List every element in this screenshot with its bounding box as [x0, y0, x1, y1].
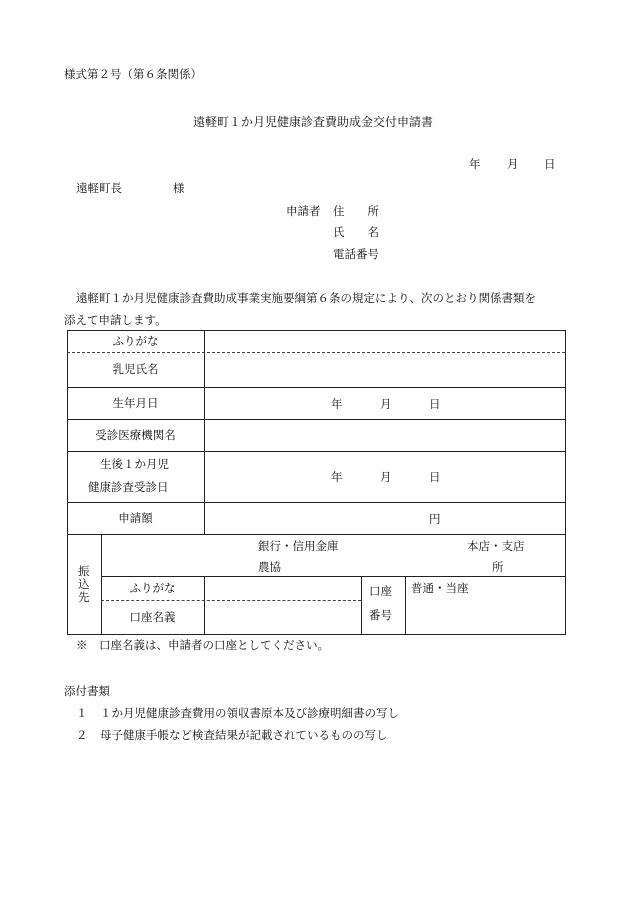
account-note: ※ 口座名義は、申請者の口座としてください。 — [76, 638, 329, 652]
amount-yen: 円 — [429, 512, 441, 526]
attachment-item: 母子健康手帳など検査結果が記載されているものの写し — [100, 728, 388, 742]
date-day-label: 日 — [544, 157, 556, 171]
birth-date-label: 生年月日 — [112, 395, 159, 410]
birth-date-month: 月 — [380, 397, 392, 411]
branch-office-label: 所 — [492, 560, 504, 574]
checkup-date-day: 日 — [429, 470, 441, 484]
account-holder-label: 口座名義 — [129, 609, 176, 624]
applicant-address-label: 住 所 — [333, 204, 379, 218]
account-number-label-2: 番号 — [369, 608, 392, 622]
transfer-label-3: 先 — [78, 590, 90, 604]
checkup-date-label-1: 生後１か月児 — [100, 457, 169, 471]
attachment-number: ２ — [76, 728, 88, 742]
infant-name-label: 乳児氏名 — [112, 362, 159, 377]
applicant-phone-label: 電話番号 — [333, 247, 379, 261]
form-number: 様式第２号（第６条関係） — [64, 67, 202, 81]
account-furigana-label: ふりがな — [129, 580, 176, 595]
intro-text-line-1: 遠軽町１か月児健康診査費助成事業実施要綱第６条の規定により、次のとおり関係書類を — [76, 291, 536, 305]
furigana-label: ふりがな — [112, 333, 159, 348]
attachment-number: １ — [76, 706, 88, 720]
amount-label: 申請額 — [118, 510, 153, 525]
checkup-date-label-2: 健康診査受診日 — [88, 480, 169, 494]
applicant-label: 申請者 — [286, 204, 321, 218]
applicant-name-label: 氏 名 — [333, 225, 379, 239]
addressee-name: 遠軽町長 — [76, 181, 122, 195]
branch-types-label: 本店・支店 — [467, 539, 525, 553]
birth-date-year: 年 — [331, 397, 343, 411]
account-type-label: 普通・当座 — [411, 581, 469, 595]
transfer-label-1: 振 — [78, 564, 90, 578]
birth-date-day: 日 — [429, 397, 441, 411]
intro-text-line-2: 添えて申請します。 — [64, 313, 167, 327]
transfer-label-2: 込 — [78, 577, 90, 591]
attachments-title: 添付書類 — [64, 684, 110, 698]
attachment-item: １か月児健康診査費用の領収書原本及び診療明細書の写し — [100, 706, 399, 720]
date-month-label: 月 — [507, 157, 519, 171]
checkup-date-month: 月 — [380, 470, 392, 484]
account-number-label-1: 口座 — [369, 584, 392, 598]
nokyo-label: 農協 — [258, 560, 281, 574]
clinic-name-label: 受診医療機関名 — [95, 427, 176, 442]
checkup-date-year: 年 — [331, 470, 343, 484]
addressee-honorific: 様 — [173, 181, 185, 195]
bank-types-label: 銀行・信用金庫 — [258, 539, 339, 553]
date-year-label: 年 — [469, 157, 481, 171]
document-title: 遠軽町１か月児健康診査費助成金交付申請書 — [193, 115, 434, 129]
